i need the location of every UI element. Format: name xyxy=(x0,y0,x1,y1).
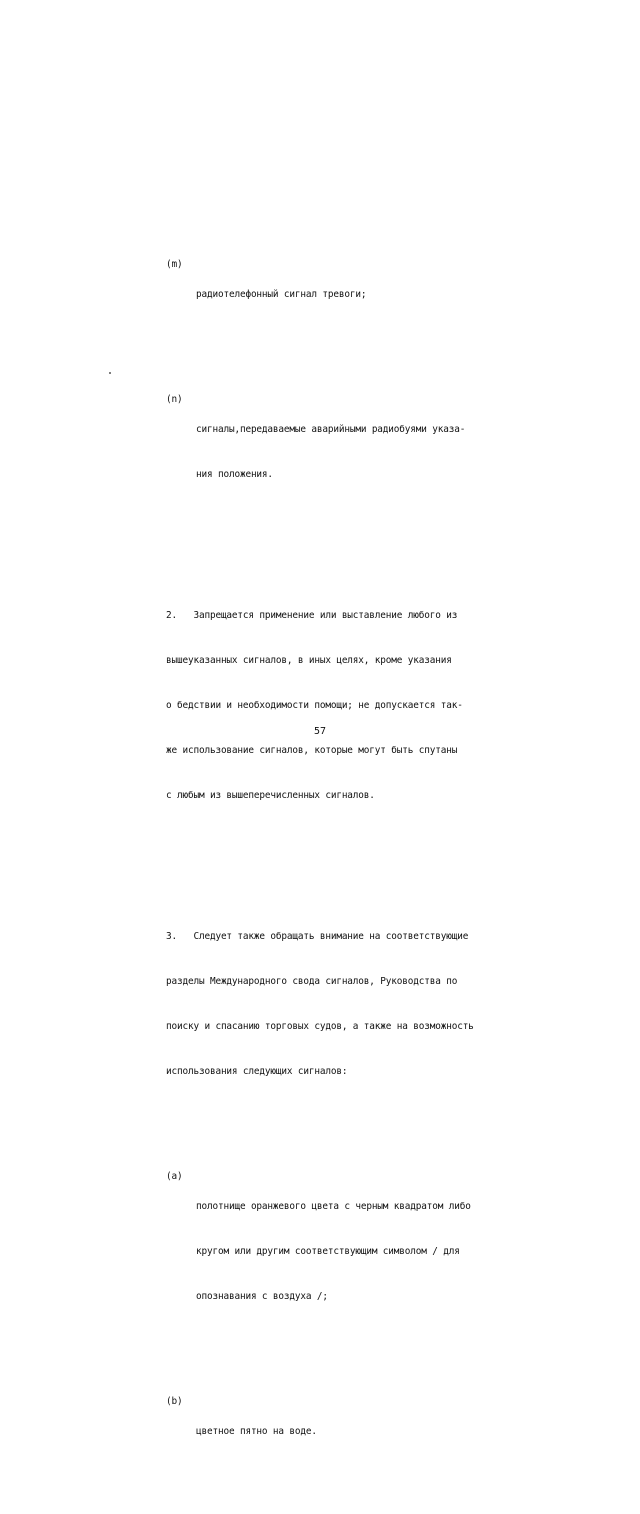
list-item-text: радиотелефонный сигнал тревоги; xyxy=(196,289,367,300)
page-number: 57 xyxy=(313,726,327,737)
list-item-text: сигналы,передаваемые аварийными радиобуями указа- xyxy=(196,424,466,435)
list-item-m xyxy=(166,257,511,332)
paragraph-line: разделы Международного свода сигналов, Руководства по xyxy=(166,976,458,987)
list-marker: (a) xyxy=(166,1171,183,1182)
paragraph-line: вышеуказанных сигналов, в иных целях, кроме указания xyxy=(166,655,452,666)
document-body xyxy=(166,197,511,1514)
list-item-text: опознавания с воздуха /; xyxy=(196,1291,328,1302)
list-item-text: полотнище оранжевого цвета с черным квадратом либо xyxy=(196,1201,471,1212)
paragraph-line: 3. Следует также обращать внимание на соответствующие xyxy=(166,931,469,942)
list-item-n xyxy=(166,392,511,512)
paragraph-2 xyxy=(166,578,511,833)
paragraph-line: о бедствии и необходимости помощи; не допускается так- xyxy=(166,700,463,711)
list-marker: (m) xyxy=(166,259,183,270)
list-item-text: кругом или другим соответствующим символом / для xyxy=(196,1246,460,1257)
list-item-a xyxy=(166,1169,511,1334)
paragraph-line: же использование сигналов, которые могут быть спутаны xyxy=(166,745,458,756)
list-item-b xyxy=(166,1394,511,1469)
paragraph-line: 2. Запрещается применение или выставление любого из xyxy=(166,610,458,621)
paragraph-3 xyxy=(166,899,511,1109)
paragraph-line: поиску и спасанию торговых судов, а также на возможность xyxy=(166,1021,474,1032)
scan-speck xyxy=(109,372,111,374)
paragraph-line: с любым из вышеперечисленных сигналов. xyxy=(166,790,375,801)
paragraph-line: использования следующих сигналов: xyxy=(166,1066,348,1077)
list-marker: (b) xyxy=(166,1396,183,1407)
list-marker: (n) xyxy=(166,394,183,405)
list-item-text: ния положения. xyxy=(196,469,273,480)
list-item-text: цветное пятно на воде. xyxy=(196,1426,317,1437)
